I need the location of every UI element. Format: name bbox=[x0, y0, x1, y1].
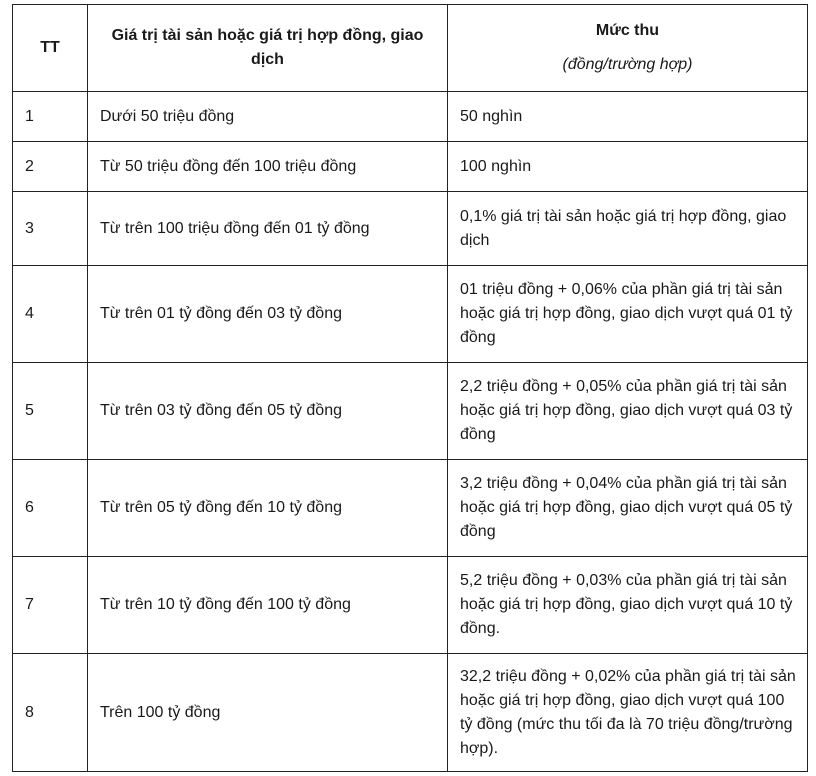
header-tt: TT bbox=[13, 5, 88, 92]
row-value: Từ trên 100 triệu đồng đến 01 tỷ đồng bbox=[88, 192, 448, 266]
row-fee: 0,1% giá trị tài sản hoặc giá trị hợp đồng, giao dịch bbox=[448, 192, 808, 266]
row-fee: 3,2 triệu đồng + 0,04% của phần giá trị tài sản hoặc giá trị hợp đồng, giao dịch vượt quá 05 tỷ đồng bbox=[448, 460, 808, 557]
row-tt: 3 bbox=[13, 192, 88, 266]
row-value: Từ trên 01 tỷ đồng đến 03 tỷ đồng bbox=[88, 266, 448, 363]
fee-table bbox=[12, 4, 808, 772]
table-row bbox=[13, 92, 808, 142]
header-row bbox=[13, 5, 808, 92]
row-value: Từ trên 03 tỷ đồng đến 05 tỷ đồng bbox=[88, 363, 448, 460]
table-row bbox=[13, 266, 808, 363]
row-fee: 01 triệu đồng + 0,06% của phần giá trị tài sản hoặc giá trị hợp đồng, giao dịch vượt quá 01 tỷ đồng bbox=[448, 266, 808, 363]
table-row bbox=[13, 192, 808, 266]
table-row bbox=[13, 557, 808, 654]
row-tt: 2 bbox=[13, 142, 88, 192]
row-value: Trên 100 tỷ đồng bbox=[88, 654, 448, 772]
table-body bbox=[13, 92, 808, 772]
table-row bbox=[13, 460, 808, 557]
table-row bbox=[13, 363, 808, 460]
row-tt: 5 bbox=[13, 363, 88, 460]
row-fee: 100 nghìn bbox=[448, 142, 808, 192]
row-tt: 7 bbox=[13, 557, 88, 654]
row-fee: 32,2 triệu đồng + 0,02% của phần giá trị tài sản hoặc giá trị hợp đồng, giao dịch vượt quá 100 tỷ đồng (mức thu tối đa là 70 triệu đồng/trường hợp). bbox=[448, 654, 808, 772]
row-tt: 8 bbox=[13, 654, 88, 772]
row-tt: 4 bbox=[13, 266, 88, 363]
row-tt: 6 bbox=[13, 460, 88, 557]
header-value: Giá trị tài sản hoặc giá trị hợp đồng, giao dịch bbox=[88, 5, 448, 92]
row-value: Từ 50 triệu đồng đến 100 triệu đồng bbox=[88, 142, 448, 192]
row-value: Từ trên 10 tỷ đồng đến 100 tỷ đồng bbox=[88, 557, 448, 654]
table-row bbox=[13, 142, 808, 192]
header-fee-unit: (đồng/trường hợp) bbox=[562, 56, 693, 73]
row-value: Từ trên 05 tỷ đồng đến 10 tỷ đồng bbox=[88, 460, 448, 557]
header-fee-label: Mức thu bbox=[595, 22, 660, 39]
row-fee: 2,2 triệu đồng + 0,05% của phần giá trị tài sản hoặc giá trị hợp đồng, giao dịch vượt quá 03 tỷ đồng bbox=[448, 363, 808, 460]
table-row bbox=[13, 654, 808, 772]
row-fee: 50 nghìn bbox=[448, 92, 808, 142]
row-tt: 1 bbox=[13, 92, 88, 142]
header-fee bbox=[448, 5, 808, 92]
row-value: Dưới 50 triệu đồng bbox=[88, 92, 448, 142]
row-fee: 5,2 triệu đồng + 0,03% của phần giá trị tài sản hoặc giá trị hợp đồng, giao dịch vượt quá 10 tỷ đồng. bbox=[448, 557, 808, 654]
table-header bbox=[13, 5, 808, 92]
